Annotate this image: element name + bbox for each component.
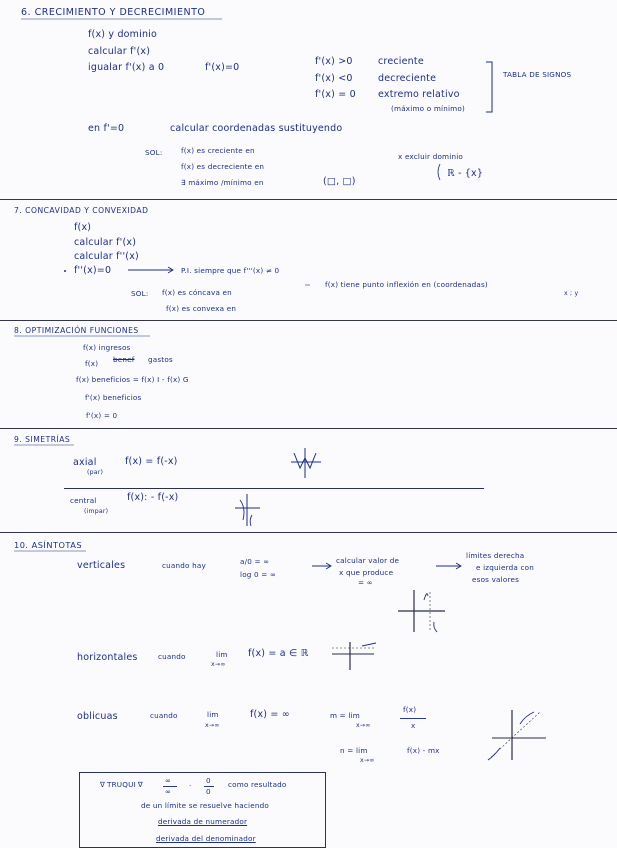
section-7-title: 7. CONCAVIDAD Y CONVEXIDAD: [14, 206, 149, 215]
s9-central-sketch-curve: [240, 500, 252, 526]
s10-vertical-limits-2: e izquierda con: [476, 563, 534, 572]
s10-horizontal-lim: lim: [216, 650, 228, 659]
trick-denominator: derivada del denominador: [156, 834, 256, 843]
s6-sign-zero: f'(x) = 0: [315, 89, 356, 100]
s6-exclude-brace: [438, 164, 440, 180]
s6-sign-neg-label: decreciente: [378, 73, 437, 84]
s10-vertical-limits-3: esos valores: [472, 575, 520, 584]
s9-central-sub: (impar): [84, 508, 109, 515]
s7-sol-1: f(x) es cóncava en: [162, 288, 232, 297]
s6-exclude: x excluir dominio: [398, 152, 464, 161]
s6-step-3-eq: f'(x)=0: [205, 62, 240, 73]
section-8-title: 8. OPTIMIZACIÓN FUNCIONES: [14, 326, 139, 335]
s10-vertical-when: cuando hay: [162, 561, 206, 570]
s6-en: en f'=0: [88, 123, 125, 134]
s10-obl-sketch-curve: [488, 712, 534, 760]
s6-sol-3: ∃ máximo /mínimo en: [181, 178, 264, 187]
s9-central-eq: f(x): - f(-x): [127, 492, 179, 503]
s10-intercept-sub: x→∞: [360, 757, 375, 764]
trick-frac1-den: ∞: [165, 787, 172, 796]
s7-inflexion: f(x) tiene punto inflexión en (coordenadas): [325, 280, 488, 289]
s10-hor-sketch-curve: [362, 643, 376, 646]
s6-step-3: igualar f'(x) a 0: [88, 62, 165, 73]
s6-sol-1: f(x) es creciente en: [181, 146, 255, 155]
s10-slope-sub: x→∞: [356, 722, 371, 729]
trick-frac2-den: 0: [206, 787, 211, 796]
s6-table-label: TABLA DE SIGNOS: [503, 70, 572, 79]
s7-inflexion-coords: x ; y: [564, 290, 579, 297]
s10-oblique-lim-sub: x→∞: [205, 722, 220, 729]
s9-axial-sub: (par): [87, 469, 104, 476]
s10-oblique-when: cuando: [150, 711, 178, 720]
s6-sol-2: f(x) es decreciente en: [181, 162, 265, 171]
s8-step-3: f(x) beneficios = f(x) I - f(x) G: [76, 375, 189, 384]
section-10-title: 10. ASÍNTOTAS: [14, 540, 83, 550]
s10-oblique: oblicuas: [77, 711, 118, 722]
trick-label: ∇ TRUQUI ∇: [100, 780, 143, 789]
s10-vertical-cond-2: log 0 = ∞: [240, 570, 277, 579]
s10-vertical-limits-1: límites derecha: [466, 551, 525, 560]
s6-step-1: f(x) y dominio: [88, 29, 158, 40]
s6-sign-neg: f'(x) <0: [315, 73, 353, 84]
section-9-title: 9. SIMETRÍAS: [14, 435, 71, 444]
s10-slope-den: x: [411, 721, 416, 730]
s8-step-4: f'(x) beneficios: [85, 393, 142, 402]
s8-step-2-gastos: gastos: [148, 355, 173, 364]
trick-numerator: derivada de numerador: [158, 817, 248, 826]
s9-axial-eq: f(x) = f(-x): [125, 456, 178, 467]
s6-en-detail: calcular coordenadas sustituyendo: [170, 123, 343, 134]
trick-plus: ·: [189, 781, 192, 790]
s7-step-4: f''(x)=0: [74, 265, 112, 276]
trick-lead: TRUQUI: [107, 780, 136, 789]
s10-vertical-step-3: = ∞: [358, 578, 373, 587]
s7-step-2: calcular f'(x): [74, 237, 137, 248]
s10-horizontal-lim-sub: x→∞: [211, 661, 226, 668]
trick-line-2: de un límite se resuelve haciendo: [141, 801, 269, 810]
trick-frac1-num: ∞: [165, 776, 172, 785]
s10-vertical-step-1: calcular valor de: [336, 556, 400, 565]
s6-sol-label: SOL:: [145, 148, 163, 157]
s6-step-2: calcular f'(x): [88, 46, 151, 57]
s10-oblique-cond: f(x) = ∞: [250, 709, 290, 720]
s10-intercept-cond: f(x) - mx: [407, 746, 440, 755]
s10-intercept-eq: n = lim: [340, 746, 368, 755]
s9-central: central: [70, 496, 97, 505]
s7-step-3: calcular f''(x): [74, 251, 139, 262]
s7-step-1: f(x): [74, 222, 92, 233]
s6-sign-pos: f'(x) >0: [315, 56, 353, 67]
s6-sign-zero-label: extremo relativo: [378, 89, 460, 100]
section-6-title: 6. CRECIMIENTO Y DECRECIMIENTO: [21, 7, 206, 18]
s7-pi-condition: P.I. siempre que f'''(x) ≠ 0: [181, 266, 280, 275]
s6-sign-pos-label: creciente: [378, 56, 424, 67]
s7-bullet: [64, 270, 66, 272]
s8-step-1: f(x) ingresos: [83, 343, 131, 352]
s10-horizontal-when: cuando: [158, 652, 186, 661]
s6-table-bracket: [486, 62, 492, 112]
trick-frac2-num: 0: [206, 776, 211, 785]
s10-vertical-step-2: x que produce: [339, 568, 394, 577]
s6-sol-3-point: (□, □): [323, 176, 356, 187]
s10-vert-sketch-curve: [424, 594, 437, 632]
s10-oblique-lim: lim: [207, 710, 219, 719]
s10-horizontal-cond: f(x) = a ∈ ℝ: [248, 648, 309, 659]
s6-extremo-note: (máximo o mínimo): [391, 104, 465, 113]
s10-horizontal: horizontales: [77, 652, 138, 663]
s10-vertical: verticales: [77, 560, 126, 571]
s8-step-2-crossed: benef: [113, 355, 135, 364]
trick-como: como resultado: [228, 780, 287, 789]
s10-slope-num: f(x): [403, 705, 417, 714]
s7-sol-label: SOL:: [131, 289, 149, 298]
s8-step-2-f: f(x): [85, 359, 99, 368]
s10-vertical-cond-1: a/0 = ∞: [240, 557, 270, 566]
s10-slope-eq: m = lim: [330, 711, 360, 720]
s8-step-5: f'(x) = 0: [86, 411, 118, 420]
s9-axial: axial: [73, 457, 97, 468]
s6-exclude-set: ℝ - {x}: [447, 168, 484, 179]
s7-sol-2: f(x) es convexa en: [166, 304, 237, 313]
